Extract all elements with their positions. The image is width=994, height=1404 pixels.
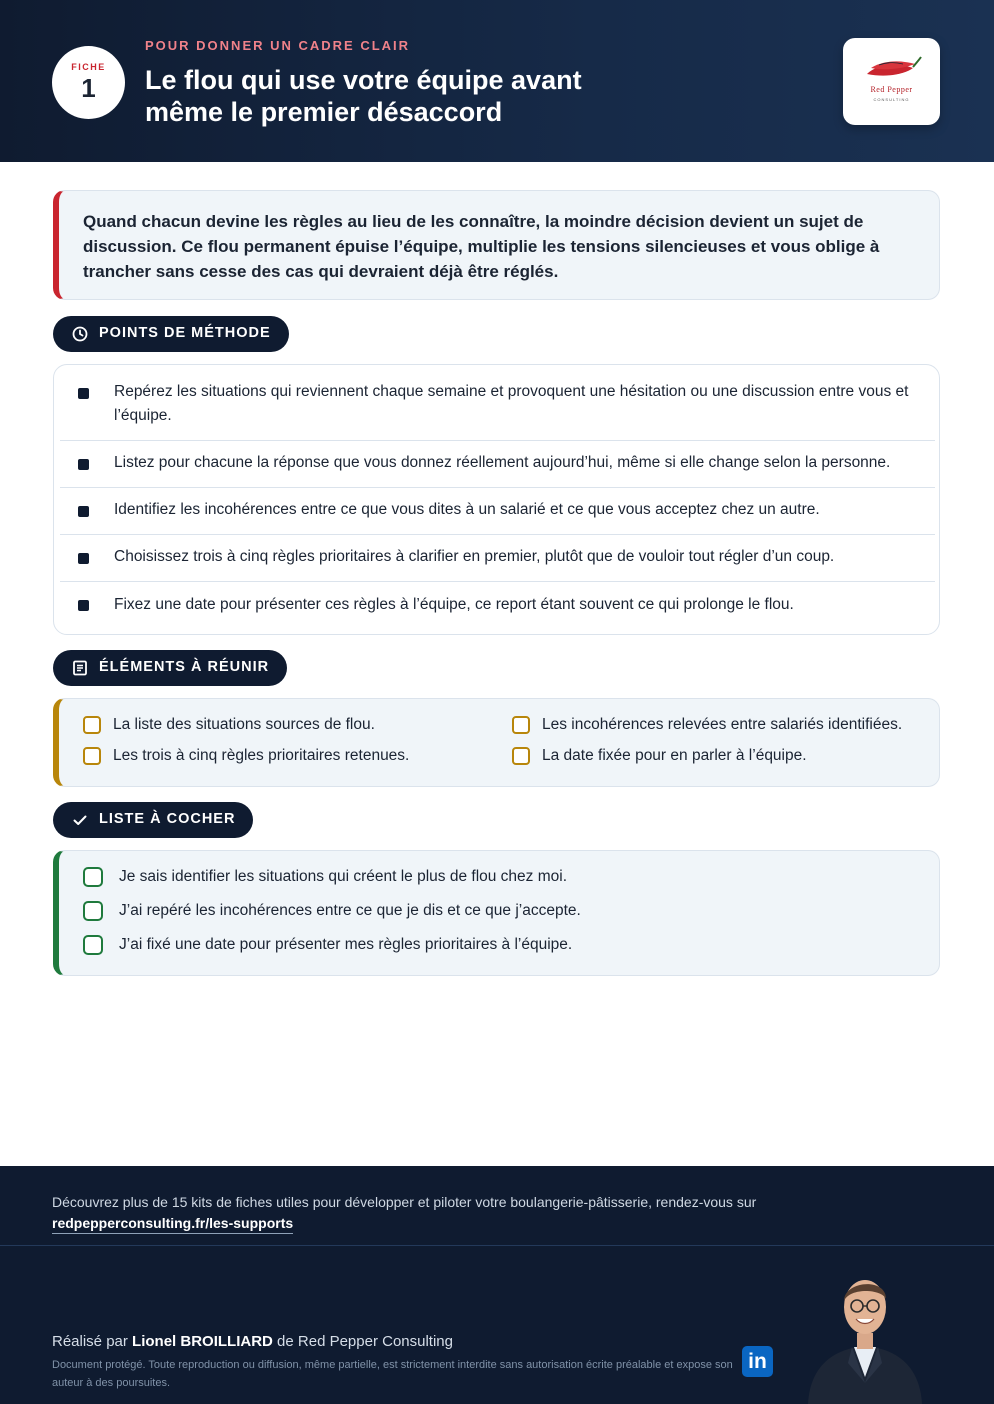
elements-card bbox=[53, 698, 940, 787]
footer-divider bbox=[0, 1245, 994, 1246]
section-label-elements: ÉLÉMENTS À RÉUNIR bbox=[99, 659, 270, 675]
checkbox-icon[interactable] bbox=[83, 716, 101, 734]
fiche-label: FICHE bbox=[71, 62, 106, 72]
checklist-item-text: Je sais identifier les situations qui créent le plus de flou chez moi. bbox=[119, 868, 568, 885]
fiche-badge bbox=[52, 46, 125, 119]
bullet-icon bbox=[78, 459, 89, 470]
section-label-checklist: LISTE À COCHER bbox=[99, 811, 236, 827]
chili-pepper-icon bbox=[843, 38, 940, 88]
checkmark-icon bbox=[71, 811, 89, 829]
bullet-icon bbox=[78, 553, 89, 564]
list-item bbox=[60, 365, 935, 441]
checklist-item[interactable] bbox=[83, 935, 572, 955]
list-item bbox=[60, 535, 935, 582]
element-item-text: Les incohérences relevées entre salariés identifiées. bbox=[542, 716, 903, 733]
author-portrait bbox=[790, 1255, 940, 1404]
list-item bbox=[60, 441, 935, 488]
checklist-item-text: J’ai repéré les incohérences entre ce que je dis et ce que j’accepte. bbox=[119, 902, 581, 919]
red-pepper-logo bbox=[843, 38, 940, 125]
section-pill-checklist bbox=[53, 802, 253, 838]
intro-callout bbox=[53, 190, 940, 300]
element-item[interactable] bbox=[83, 746, 409, 766]
header-kicker: POUR DONNER UN CADRE CLAIR bbox=[145, 38, 411, 53]
checklist-card bbox=[53, 850, 940, 976]
credit-suffix: de Red Pepper Consulting bbox=[272, 1333, 453, 1350]
element-item[interactable] bbox=[512, 715, 902, 735]
document-icon bbox=[71, 659, 89, 677]
logo-text: Red Pepper bbox=[870, 85, 913, 94]
checklist-item[interactable] bbox=[83, 901, 581, 921]
footer-promo-link[interactable]: redpepperconsulting.fr/les-supports bbox=[52, 1213, 293, 1234]
intro-text: Quand chacun devine les règles au lieu de les connaître, la moindre décision devient un sujet de discussion. Ce flou permanent épuise l’équipe, multiplie les tensions silencieuses et vous oblige à trancher sans cesse des cas qui devraient déjà être réglés. bbox=[83, 212, 880, 281]
footer-promo-text: Découvrez plus de 15 kits de fiches utiles pour développer et piloter votre boulangerie-pâtisserie, rendez-vous sur bbox=[52, 1194, 757, 1210]
section-label-method: POINTS DE MÉTHODE bbox=[99, 325, 271, 341]
checkbox-icon[interactable] bbox=[512, 747, 530, 765]
method-item-text: Choisissez trois à cinq règles prioritaires à clarifier en premier, plutôt que de vouloir tout régler d’un coup. bbox=[114, 548, 835, 565]
checkbox-icon[interactable] bbox=[83, 935, 103, 955]
bullet-icon bbox=[78, 600, 89, 611]
list-item bbox=[60, 582, 935, 634]
list-item bbox=[60, 488, 935, 535]
section-pill-method bbox=[53, 316, 289, 352]
clock-icon bbox=[71, 325, 89, 343]
linkedin-icon[interactable]: in bbox=[742, 1346, 773, 1377]
checklist-item-text: J’ai fixé une date pour présenter mes règles prioritaires à l’équipe. bbox=[119, 936, 573, 953]
checkbox-icon[interactable] bbox=[83, 747, 101, 765]
header-banner bbox=[0, 0, 994, 162]
checkbox-icon[interactable] bbox=[83, 901, 103, 921]
element-item[interactable] bbox=[83, 715, 375, 735]
method-item-text: Listez pour chacune la réponse que vous donnez réellement aujourd’hui, même si elle change selon la personne. bbox=[114, 454, 891, 471]
method-item-text: Fixez une date pour présenter ces règles à l’équipe, ce report étant souvent ce qui prolonge le flou. bbox=[114, 596, 794, 613]
element-item-text: La date fixée pour en parler à l’équipe. bbox=[542, 747, 807, 764]
fiche-number: 1 bbox=[81, 73, 96, 103]
checklist-item[interactable] bbox=[83, 867, 567, 887]
element-item[interactable] bbox=[512, 746, 807, 766]
checkbox-icon[interactable] bbox=[83, 867, 103, 887]
element-item-text: La liste des situations sources de flou. bbox=[113, 716, 375, 733]
element-item-text: Les trois à cinq règles prioritaires retenues. bbox=[113, 747, 410, 764]
logo-subtext: CONSULTING bbox=[873, 97, 910, 102]
method-item-text: Identifiez les incohérences entre ce que vous dites à un salarié et ce que vous acceptez chez un autre. bbox=[114, 501, 820, 518]
credit-prefix: Réalisé par bbox=[52, 1333, 133, 1350]
checkbox-icon[interactable] bbox=[512, 716, 530, 734]
method-list bbox=[53, 364, 940, 635]
footer-credit bbox=[52, 1332, 453, 1352]
bullet-icon bbox=[78, 388, 89, 399]
method-item-text: Repérez les situations qui reviennent chaque semaine et provoquent une hésitation ou une discussion entre vous et l’équipe. bbox=[114, 383, 909, 424]
author-name: Lionel BROILLIARD bbox=[132, 1333, 273, 1350]
page-title: Le flou qui use votre équipe avant même le premier désaccord bbox=[145, 65, 582, 127]
section-pill-elements bbox=[53, 650, 287, 686]
footer-legal: Document protégé. Toute reproduction ou diffusion, même partielle, est strictement interdite sans autorisation écrite préalable et expose son auteur à des poursuites. bbox=[52, 1359, 733, 1389]
bullet-icon bbox=[78, 506, 89, 517]
